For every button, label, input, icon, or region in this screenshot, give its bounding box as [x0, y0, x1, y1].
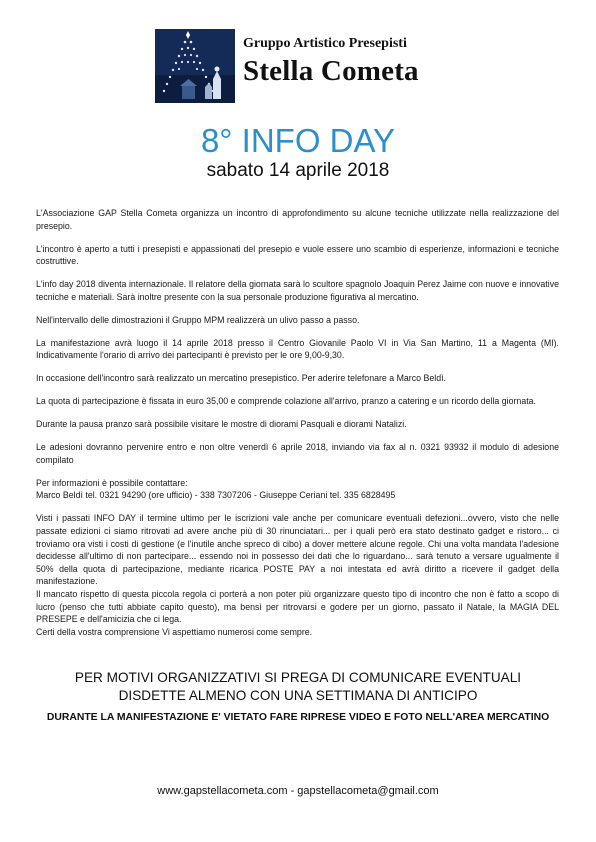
paragraph-audience: L'incontro è aperto a tutti i presepisti e appassionati del presepio e vuole essere uno scambio di esperienze, informazioni e tecniche costruttive. — [36, 243, 559, 267]
org-name: Stella Cometa — [243, 55, 419, 87]
paragraph-consequence: Il mancato rispetto di questa piccola regola ci porterà a non poter più organizzare questo tipo di incontro che non è fatto a scopo di lucro (penso che tutti abbiate capito questo), ma bensì per ritrovarsi e godere per un giorno, passato il Natale, la MAGIA DEL PRESEPE e dell'amicizia che ci lega. — [36, 588, 559, 625]
paragraph-fee: La quota di partecipazione è fissata in euro 35,00 e comprende colazione all'arrivo, pranzo a catering e un ricordo della giornata. — [36, 396, 536, 407]
body-text — [36, 207, 559, 638]
paragraph-lunch: Durante la pausa pranzo sarà possibile visitare le mostre di diorami Pasquali e diorami Natalizi. — [36, 419, 407, 430]
page-title: 8° INFO DAY — [200, 122, 396, 159]
paragraph-contacts-label: Per informazioni è possibile contattare: — [36, 477, 188, 488]
paragraph-speaker: L'info day 2018 diventa internazionale. Il relatore della giornata sarà lo scultore spagnolo Joaquin Perez Jaime con nuove e innovative tecniche e materiali. Sarà inoltre presente con la sua personale produzione figurativa al mercatino. — [36, 279, 559, 302]
notice-line-2: DISDETTE ALMENO CON UNA SETTIMANA DI ANTICIPO — [118, 688, 478, 703]
video-warning: DURANTE LA MANIFESTAZIONE E' VIETATO FARE RIPRESE VIDEO E FOTO NELL'AREA MERCATINO — [46, 712, 550, 723]
paragraph-rules: Visti i passati INFO DAY il termine ultimo per le iscrizioni vale anche per comunicare eventuali defezioni...ovvero, visto che nelle passate edizioni ci siamo ritrovati ad avere anche più di 30 rinunciatari... per i quali però era stato destinato gadget e ristoro... ci troviamo ora visti i costi di gestione (e l'inutile anche spreco di cibo) a dover mettere alcune regole. Chi una volta mandata l'adesione decidesse all'ultimo di non partecipare... essendo noi in possesso dei dati che lo riguardano... sarà tenuto a versare ugualmente il 50% della quota di partecipazione, mediante ricarica POSTE PAY a noi intestata ed avrà diritto a ricevere il gadget della manifestazione. — [36, 513, 559, 587]
notice-line-1: PER MOTIVI ORGANIZZATIVI SI PREGA DI COMUNICARE EVENTUALI — [74, 670, 522, 685]
paragraph-location: La manifestazione avrà luogo il 14 aprile 2018 presso il Centro Giovanile Paolo VI in Via San Martino, 11 a Magenta (MI). Indicativamente l'orario di arrivo dei partecipanti è previsto per le ore 9,00-9,30. — [36, 337, 559, 361]
paragraph-closing: Certi della vostra comprensione Vi aspettiamo numerosi come sempre. — [36, 626, 313, 637]
paragraph-intro: L'Associazione GAP Stella Cometa organizza un incontro di approfondimento su alcune tecniche utilizzate nella realizzazione del presepio. — [36, 208, 559, 231]
paragraph-market: In occasione dell'incontro sarà realizzato un mercatino presepistico. Per aderire telefonare a Marco Beldì. — [36, 373, 446, 384]
event-date: sabato 14 aprile 2018 — [206, 160, 390, 181]
stella-cometa-logo — [155, 29, 235, 103]
paragraph-deadline: Le adesioni dovranno pervenire entro e non oltre venerdì 6 aprile 2018, inviando via fax al n. 0321 93932 il modulo di adesione compilato — [36, 442, 559, 465]
cancellation-notice — [0, 669, 596, 705]
paragraph-mpm: Nell'intervallo delle dimostrazioni il Gruppo MPM realizzerà un ulivo passo a passo. — [36, 314, 360, 325]
footer-contacts: www.gapstellacometa.com - gapstellacometa@gmail.com — [157, 785, 439, 797]
paragraph-contacts: Marco Beldì tel. 0321 94290 (ore ufficio) - 338 7307206 - Giuseppe Ceriani tel. 335 6828495 — [36, 490, 396, 501]
org-subtitle: Gruppo Artistico Presepisti — [243, 36, 407, 51]
